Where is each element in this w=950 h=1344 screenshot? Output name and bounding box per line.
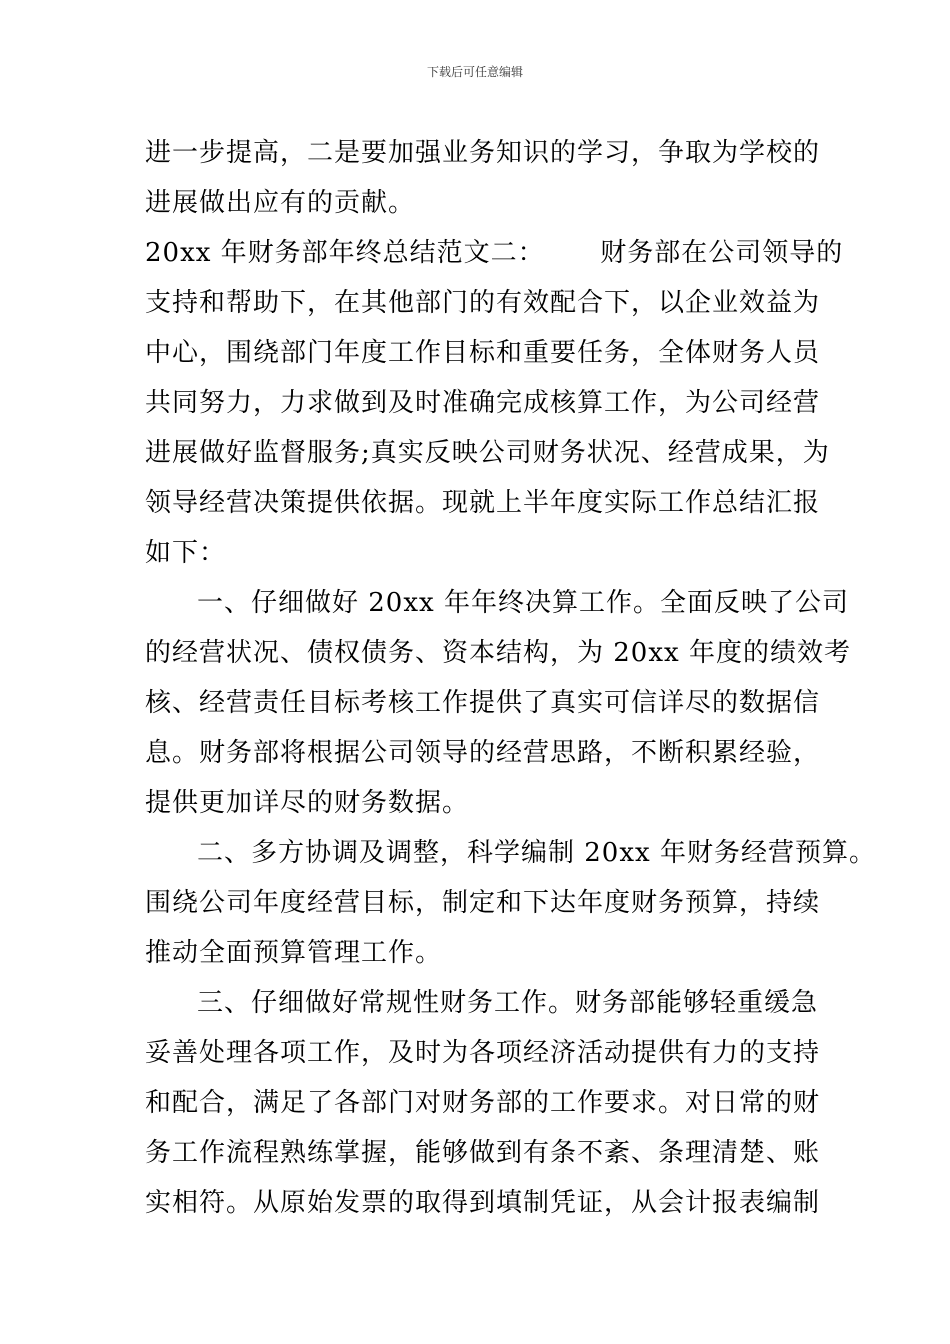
text-line: 共同努力，力求做到及时准确完成核算工作，为公司经营	[145, 388, 821, 418]
paragraph-first-line: 三、仔细做好常规性财务工作。财务部能够轻重缓急	[197, 988, 819, 1018]
text-line: 的经营状况、债权债务、资本结构，为 20xx 年度的绩效考	[145, 638, 851, 668]
text-line: 进展做好监督服务;真实反映公司财务状况、经营成果，为	[145, 438, 830, 468]
text-line: 支持和帮助下，在其他部门的有效配合下，以企业效益为	[145, 288, 821, 318]
document-body	[145, 128, 876, 1228]
text-line: 息。财务部将根据公司领导的经营思路，不断积累经验，	[145, 738, 821, 768]
text-line: 核、经营责任目标考核工作提供了真实可信详尽的数据信	[145, 688, 821, 718]
text-line: 妥善处理各项工作，及时为各项经济活动提供有力的支持	[145, 1038, 821, 1068]
text-line: 中心，围绕部门年度工作目标和重要任务，全体财务人员	[145, 338, 821, 368]
text-line: 务工作流程熟练掌握，能够做到有条不紊、条理清楚、账	[145, 1138, 821, 1168]
paragraph-first-line: 二、多方协调及调整，科学编制 20xx 年财务经营预算。	[197, 838, 876, 868]
text-line: 和配合，满足了各部门对财务部的工作要求。对日常的财	[145, 1088, 821, 1118]
text-line: 提供更加详尽的财务数据。	[145, 788, 470, 818]
text-line: 围绕公司年度经营目标，制定和下达年度财务预算，持续	[145, 888, 821, 918]
section-title-line: 20xx 年财务部年终总结范文二： 财务部在公司领导的	[145, 238, 844, 268]
text-line: 进展做出应有的贡献。	[145, 188, 416, 218]
text-line: 如下：	[145, 538, 227, 568]
text-line: 推动全面预算管理工作。	[145, 938, 443, 968]
page-header-note: 下载后可任意编辑	[426, 65, 523, 79]
paragraph-first-line: 一、仔细做好 20xx 年年终决算工作。全面反映了公司	[197, 588, 849, 618]
text-line: 领导经营决策提供依据。现就上半年度实际工作总结汇报	[145, 488, 821, 518]
text-line: 进一步提高，二是要加强业务知识的学习，争取为学校的	[145, 138, 821, 168]
text-line: 实相符。从原始发票的取得到填制凭证，从会计报表编制	[145, 1188, 821, 1218]
